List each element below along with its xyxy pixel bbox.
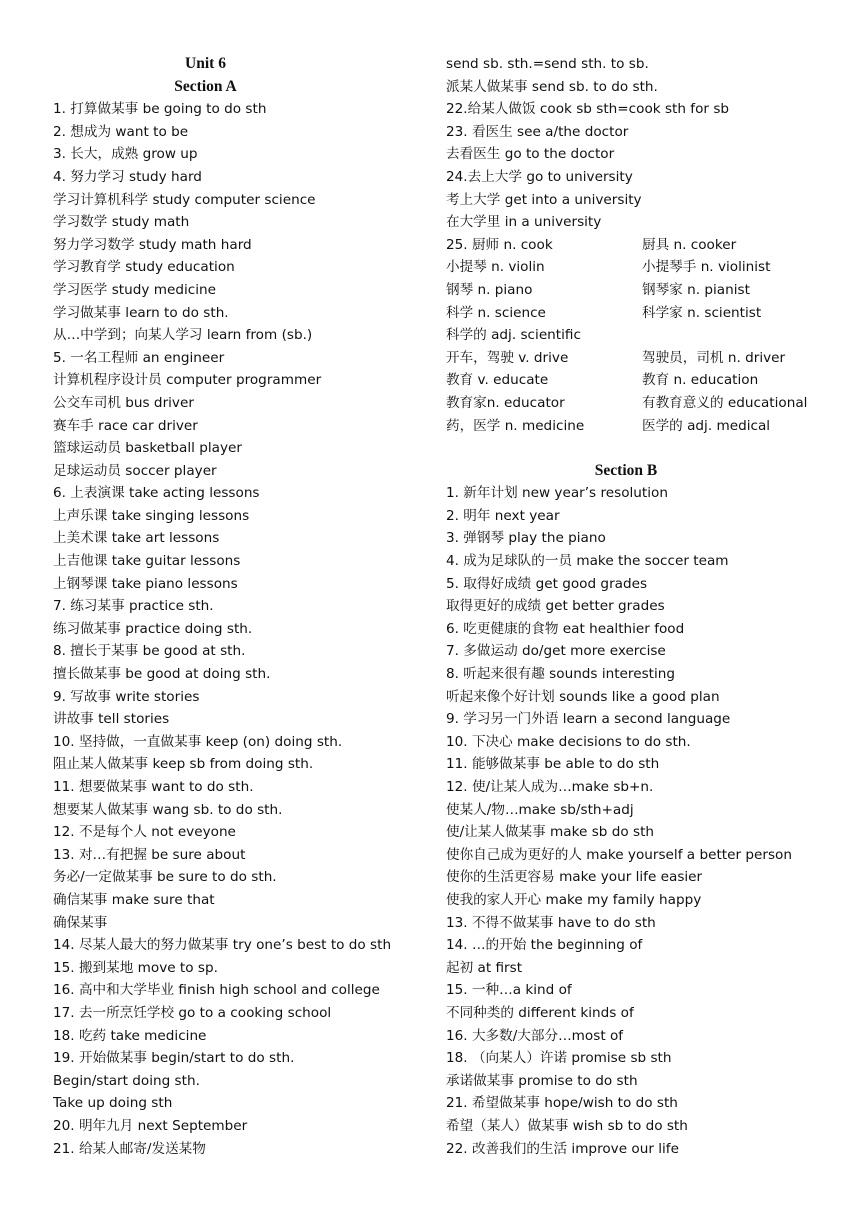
section-b-title: Section B — [594, 461, 658, 479]
vocab-line: Begin/start doing sth. — [53, 1072, 200, 1089]
word-pair-base: 教育 v. educate — [446, 372, 549, 389]
vocab-line: 确信某事 make sure that — [53, 891, 215, 908]
vocab-line: 24.去上大学 go to university — [446, 168, 633, 185]
vocab-line: 8. 擅长于某事 be good at sth. — [53, 643, 246, 660]
vocab-line: 讲故事 tell stories — [53, 711, 170, 728]
vocab-line: 4. 努力学习 study hard — [53, 168, 202, 185]
vocab-line: 18. （向某人）许诺 promise sb sth — [446, 1050, 672, 1067]
vocab-line: 阻止某人做某事 keep sb from doing sth. — [53, 756, 314, 773]
vocab-line: 15. 搬到某地 move to sp. — [53, 959, 218, 976]
vocab-line: 4. 成为足球队的一员 make the soccer team — [446, 553, 729, 570]
vocab-line: 计算机程序设计员 computer programmer — [53, 372, 322, 389]
vocab-line: 8. 听起来很有趣 sounds interesting — [446, 666, 676, 683]
vocab-line: 5. 一名工程师 an engineer — [53, 349, 225, 366]
word-pair-derived: 驾驶员，司机 n. driver — [642, 349, 786, 366]
vocab-line: 希望（某人）做某事 wish sb to do sth — [446, 1117, 688, 1134]
vocab-line: 23. 看医生 see a/the doctor — [446, 123, 629, 140]
vocab-line: 取得更好的成绩 get better grades — [446, 598, 665, 615]
word-pair-derived: 钢琴家 n. pianist — [642, 281, 750, 298]
vocab-line: 学习教育学 study education — [53, 259, 235, 276]
word-pair-base: 25. 厨师 n. cook — [446, 236, 553, 253]
vocab-line: 上钢琴课 take piano lessons — [53, 575, 238, 592]
vocab-line: 7. 练习某事 practice sth. — [53, 598, 214, 615]
word-pair-row — [446, 347, 816, 370]
vocab-line: 在大学里 in a university — [446, 214, 602, 231]
vocab-line: 篮球运动员 basketball player — [53, 440, 242, 457]
vocab-line: 19. 开始做某事 begin/start to do sth. — [53, 1050, 295, 1067]
word-pair-base: 钢琴 n. piano — [446, 281, 533, 298]
vocab-line: 22.给某人做饭 cook sb sth=cook sth for sb — [446, 101, 730, 118]
vocab-line: 确保某事 — [53, 914, 108, 931]
vocab-line: 去看医生 go to the doctor — [446, 146, 615, 163]
vocab-line: 13. 不得不做某事 have to do sth — [446, 914, 656, 931]
word-pair-base: 科学的 adj. scientific — [446, 327, 581, 344]
vocab-line: 3. 弹钢琴 play the piano — [446, 530, 606, 547]
word-pair-base: 科学 n. science — [446, 304, 546, 321]
vocab-line: 使/让某人做某事 make sb do sth — [446, 824, 655, 841]
vocab-line: 15. 一种…a kind of — [446, 982, 572, 999]
vocab-line: 公交车司机 bus driver — [53, 394, 194, 411]
left-column — [53, 53, 433, 1160]
vocab-line: 6. 吃更健康的食物 eat healthier food — [446, 620, 685, 637]
vocab-line: 7. 多做运动 do/get more exercise — [446, 643, 666, 660]
vocab-line: send sb. sth.=send sth. to sb. — [446, 56, 649, 72]
word-pair-derived: 小提琴手 n. violinist — [642, 259, 771, 276]
vocab-line: 1. 新年计划 new year’s resolution — [446, 485, 668, 502]
vocab-line: 从…中学到；向某人学习 learn from (sb.) — [53, 327, 313, 344]
word-pair-derived: 有教育意义的 educational — [642, 394, 808, 411]
vocab-line: 20. 明年九月 next September — [53, 1117, 248, 1134]
spacer — [446, 437, 816, 460]
vocab-line: 使我的家人开心 make my family happy — [446, 891, 702, 908]
vocab-line: 不同种类的 different kinds of — [446, 1004, 634, 1021]
section-a-list — [53, 98, 433, 1160]
vocab-line: 10. 坚持做，一直做某事 keep (on) doing sth. — [53, 733, 343, 750]
vocab-line: 学习计算机科学 study computer science — [53, 191, 316, 208]
vocab-line: 3. 长大，成熟 grow up — [53, 146, 198, 163]
vocab-line: 22. 改善我们的生活 improve our life — [446, 1140, 679, 1157]
vocab-line: 2. 想成为 want to be — [53, 123, 189, 140]
vocab-line: 11. 能够做某事 be able to do sth — [446, 756, 660, 773]
vocab-line: 考上大学 get into a university — [446, 191, 642, 208]
word-pair-base: 药，医学 n. medicine — [446, 417, 585, 434]
right-column — [446, 53, 816, 1160]
vocab-line: 派某人做某事 send sb. to do sth. — [446, 78, 658, 95]
vocab-line: 16. 大多数/大部分…most of — [446, 1027, 624, 1044]
word-pair-derived: 科学家 n. scientist — [642, 304, 762, 321]
vocab-line: 上吉他课 take guitar lessons — [53, 553, 241, 570]
vocab-line: 16. 高中和大学毕业 finish high school and college — [53, 982, 380, 999]
vocab-line: 11. 想要做某事 want to do sth. — [53, 779, 254, 795]
vocab-line: 9. 写故事 write stories — [53, 688, 200, 705]
word-family-pairs — [446, 234, 816, 437]
vocab-line: 想要某人做某事 wang sb. to do sth. — [53, 801, 283, 818]
vocab-line: 12. 使/让某人成为…make sb+n. — [446, 779, 654, 795]
vocab-line: 6. 上表演课 take acting lessons — [53, 485, 260, 502]
section-a-continued-list — [446, 53, 816, 234]
vocab-line: 使你自己成为更好的人 make yourself a better person — [446, 846, 792, 863]
vocab-line: 上声乐课 take singing lessons — [53, 507, 250, 524]
vocab-line: 练习做某事 practice doing sth. — [53, 620, 253, 637]
word-pair-derived — [642, 324, 816, 347]
vocab-line: 9. 学习另一门外语 learn a second language — [446, 711, 731, 728]
word-pair-derived: 厨具 n. cooker — [642, 236, 737, 253]
unit-title: Unit 6 — [185, 55, 226, 72]
vocab-line: 5. 取得好成绩 get good grades — [446, 575, 648, 592]
vocab-line: 17. 去一所烹饪学校 go to a cooking school — [53, 1004, 332, 1021]
word-pair-row — [446, 302, 816, 325]
vocab-line: 学习做某事 learn to do sth. — [53, 304, 229, 321]
section-a-title: Section A — [174, 77, 237, 95]
vocab-line: 足球运动员 soccer player — [53, 462, 217, 479]
vocab-line: 13. 对…有把握 be sure about — [53, 846, 246, 863]
vocab-line: 上美术课 take art lessons — [53, 530, 220, 547]
vocab-line: 2. 明年 next year — [446, 507, 560, 524]
word-pair-derived: 教育 n. education — [642, 372, 759, 389]
word-pair-derived: 医学的 adj. medical — [642, 417, 771, 434]
vocab-line: 学习数学 study math — [53, 214, 190, 231]
word-pair-row — [446, 324, 816, 347]
vocab-line: 学习医学 study medicine — [53, 281, 216, 298]
vocab-line: 赛车手 race car driver — [53, 417, 198, 434]
vocab-line: 起初 at first — [446, 959, 523, 976]
word-pair-row — [446, 256, 816, 279]
word-pair-row — [446, 369, 816, 392]
word-pair-row — [446, 279, 816, 302]
word-pair-row — [446, 392, 816, 415]
vocab-line: 14. …的开始 the beginning of — [446, 937, 643, 954]
vocab-line: 21. 给某人邮寄/发送某物 — [53, 1140, 206, 1157]
vocab-line: 21. 希望做某事 hope/wish to do sth — [446, 1095, 678, 1112]
word-pair-row — [446, 415, 816, 438]
vocab-line: 14. 尽某人最大的努力做某事 try one’s best to do sth — [53, 937, 392, 954]
vocab-line: 听起来像个好计划 sounds like a good plan — [446, 688, 720, 705]
vocab-line: Take up doing sth — [53, 1095, 173, 1112]
section-b-list — [446, 482, 816, 1160]
vocab-line: 18. 吃药 take medicine — [53, 1027, 207, 1044]
word-pair-row — [446, 234, 816, 257]
vocab-line: 使某人/物…make sb/sth+adj — [446, 801, 634, 818]
vocab-line: 10. 下决心 make decisions to do sth. — [446, 733, 691, 750]
vocab-line: 务必/一定做某事 be sure to do sth. — [53, 869, 277, 886]
word-pair-base: 开车，驾驶 v. drive — [446, 349, 569, 366]
vocab-line: 努力学习数学 study math hard — [53, 236, 252, 253]
word-pair-base: 教育家n. educator — [446, 394, 565, 411]
vocab-line: 承诺做某事 promise to do sth — [446, 1072, 638, 1089]
vocab-line: 擅长做某事 be good at doing sth. — [53, 666, 271, 683]
vocab-line: 12. 不是每个人 not eveyone — [53, 824, 236, 841]
word-pair-base: 小提琴 n. violin — [446, 259, 545, 276]
vocab-line: 使你的生活更容易 make your life easier — [446, 869, 703, 886]
vocab-line: 1. 打算做某事 be going to do sth — [53, 101, 267, 118]
